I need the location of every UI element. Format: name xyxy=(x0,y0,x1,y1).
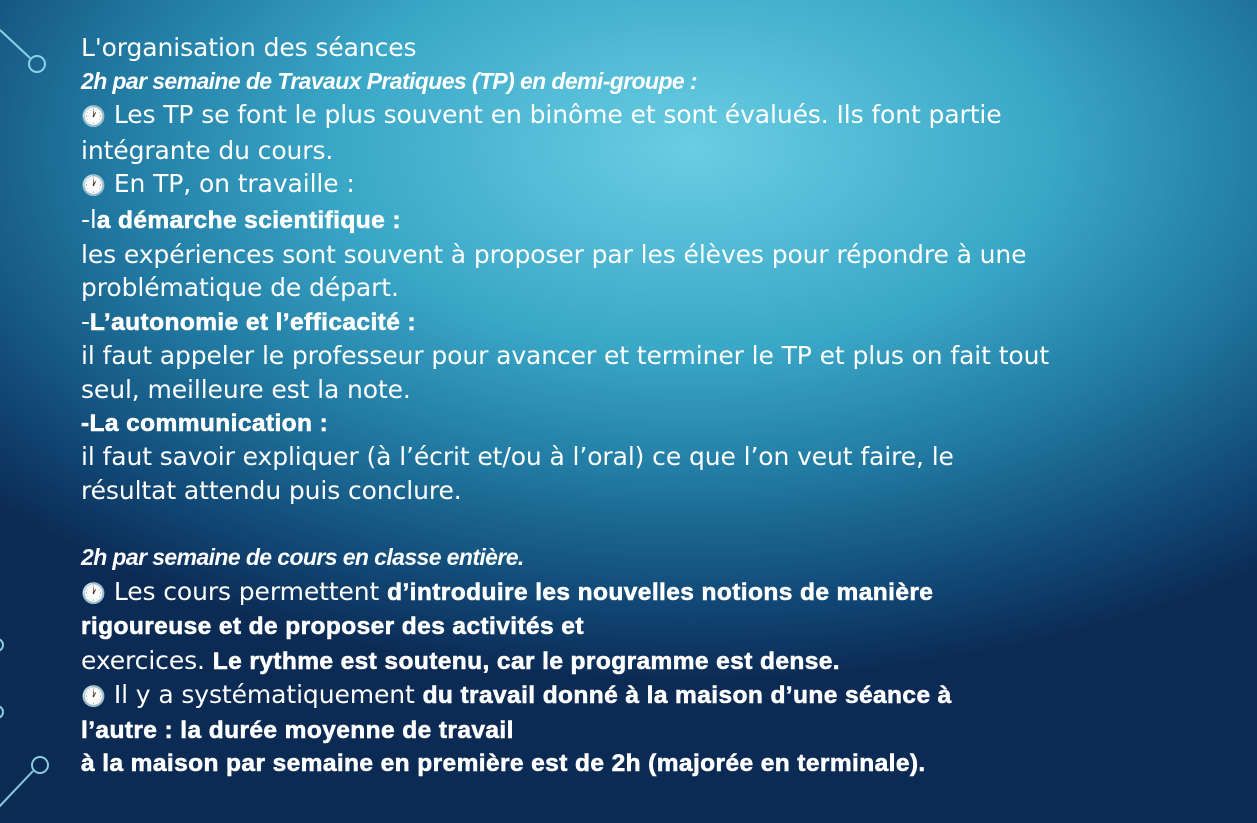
cours-bullet-2-cont: l’autre : la durée moyenne de travail xyxy=(81,716,514,744)
tp-item-communication-text-2: résultat attendu puis conclure. xyxy=(81,475,462,505)
tp-item-autonomie-text-2: seul, meilleure est la note. xyxy=(81,374,411,404)
cours-bullet-1: 🕐 Les cours permettent d’introduire les nouvelles notions de manière xyxy=(81,576,934,606)
cours-bullet-1-cont-2: exercices. Le rythme est soutenu, car le programme est dense. xyxy=(81,645,840,675)
clock-icon: 🕐 xyxy=(81,580,106,605)
slide-title: L'organisation des séances xyxy=(81,33,417,62)
tp-bullet-1-cont: intégrante du cours. xyxy=(81,135,334,165)
tp-item-demarche: -la démarche scientifique : xyxy=(81,204,401,234)
cours-heading: 2h par semaine de cours en classe entière. xyxy=(81,543,524,570)
cours-bullet-2-cont-2: à la maison par semaine en première est de 2h (majorée en terminale). xyxy=(81,750,926,778)
cours-bullet-2: 🕐 Il y a systématiquement du travail donné à la maison d’une séance à xyxy=(81,680,952,710)
clock-icon: 🕐 xyxy=(81,104,106,129)
tp-heading: 2h par semaine de Travaux Pratiques (TP) en demi-groupe : xyxy=(81,67,697,94)
tp-item-autonomie-text: il faut appeler le professeur pour avancer et terminer le TP et plus on fait tout xyxy=(81,341,1050,371)
clock-icon: 🕐 xyxy=(81,684,106,709)
cours-bullet-1-cont: rigoureuse et de proposer des activités et xyxy=(81,613,584,641)
tp-item-demarche-text-2: problématique de départ. xyxy=(81,273,399,303)
clock-icon: 🕐 xyxy=(81,173,106,198)
tp-item-communication: -La communication : xyxy=(81,409,329,437)
tp-bullet-2: 🕐 En TP, on travaille : xyxy=(81,169,355,199)
spacer xyxy=(81,507,1231,541)
tp-item-communication-text: il faut savoir expliquer (à l’écrit et/ou à l’oral) ce que l’on veut faire, le xyxy=(81,442,954,472)
tp-item-autonomie: -L’autonomie et l’efficacité : xyxy=(81,306,417,336)
tp-bullet-1: 🕐 Les TP se font le plus souvent en binôme et sont évalués. Ils font partie xyxy=(81,100,1002,130)
slide-content xyxy=(81,31,1231,781)
tp-item-demarche-text: les expériences sont souvent à proposer par les élèves pour répondre à une xyxy=(81,239,1027,269)
